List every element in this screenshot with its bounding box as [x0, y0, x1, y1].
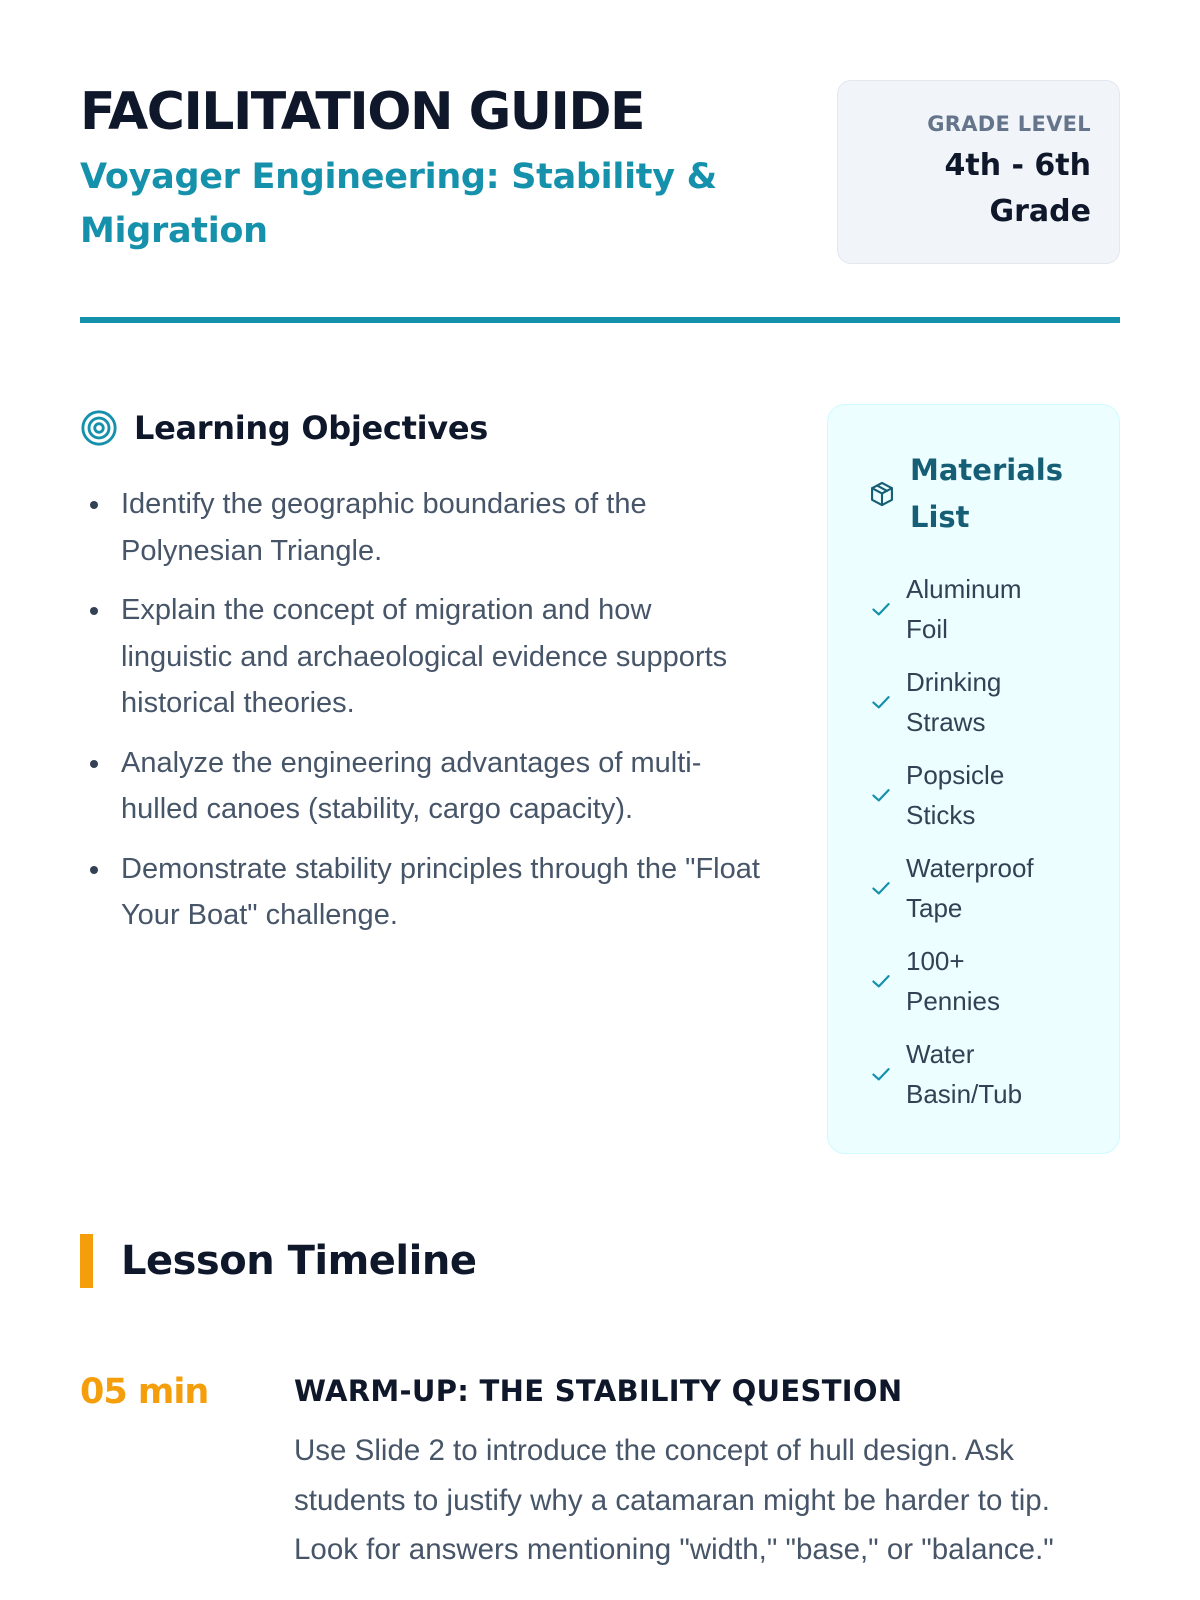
material-item-label: Water Basin/Tub [906, 1039, 1023, 1109]
check-icon [868, 968, 894, 994]
objectives-list [80, 481, 770, 939]
material-item-label: Popsicle Sticks [906, 760, 1005, 830]
materials-list-heading [868, 447, 1098, 541]
material-item-label: Waterproof Tape [906, 853, 1034, 923]
material-item-label: Drinking Straws [906, 667, 1002, 737]
check-icon [868, 782, 894, 808]
check-icon [868, 875, 894, 901]
learning-objectives-section [80, 405, 770, 952]
grade-level-label: GRADE LEVEL [927, 112, 1091, 136]
material-item [868, 662, 1098, 742]
timeline-step-title: WARM-UP: THE STABILITY QUESTION [294, 1374, 903, 1408]
timeline-step-description: Use Slide 2 to introduce the concept of hull design. Ask students to justify why a catamaran might be harder to tip. Look for answers mentioning "width," "base," or "balance." [294, 1434, 1054, 1566]
header-divider [80, 317, 1120, 323]
objective-item: Demonstrate stability principles through the "Float Your Boat" challenge. [80, 846, 770, 939]
timeline-step-duration: 05 min [80, 1372, 209, 1412]
objective-item: Explain the concept of migration and how linguistic and archaeological evidence supports historical theories. [80, 587, 770, 727]
material-item [868, 1034, 1098, 1114]
materials-list-title: Materials List [910, 453, 1063, 534]
grade-level-value: 4th - 6th Grade [944, 148, 1091, 229]
timeline-accent-bar [80, 1234, 93, 1288]
check-icon [868, 596, 894, 622]
materials-list-card [827, 404, 1120, 1154]
page-subtitle: Voyager Engineering: Stability & Migration [80, 157, 717, 251]
check-icon [868, 1061, 894, 1087]
page-title: FACILITATION GUIDE [80, 82, 645, 142]
header [80, 80, 1120, 266]
box-icon [868, 480, 896, 508]
target-icon [80, 409, 118, 447]
lesson-timeline-section [80, 1234, 1120, 1566]
material-item [868, 755, 1098, 835]
lesson-timeline-heading [80, 1234, 1120, 1288]
check-icon [868, 689, 894, 715]
lesson-timeline-title: Lesson Timeline [121, 1238, 477, 1284]
material-item [868, 569, 1098, 649]
material-item [868, 941, 1098, 1021]
objective-item: Identify the geographic boundaries of the Polynesian Triangle. [80, 481, 770, 574]
grade-level-card [837, 80, 1120, 264]
material-item-label: Aluminum Foil [906, 574, 1022, 644]
learning-objectives-title: Learning Objectives [134, 409, 488, 447]
objective-item: Analyze the engineering advantages of multi-hulled canoes (stability, cargo capacity). [80, 740, 770, 833]
material-item-label: 100+ Pennies [906, 946, 1000, 1016]
material-item [868, 848, 1098, 928]
learning-objectives-heading [80, 405, 770, 451]
